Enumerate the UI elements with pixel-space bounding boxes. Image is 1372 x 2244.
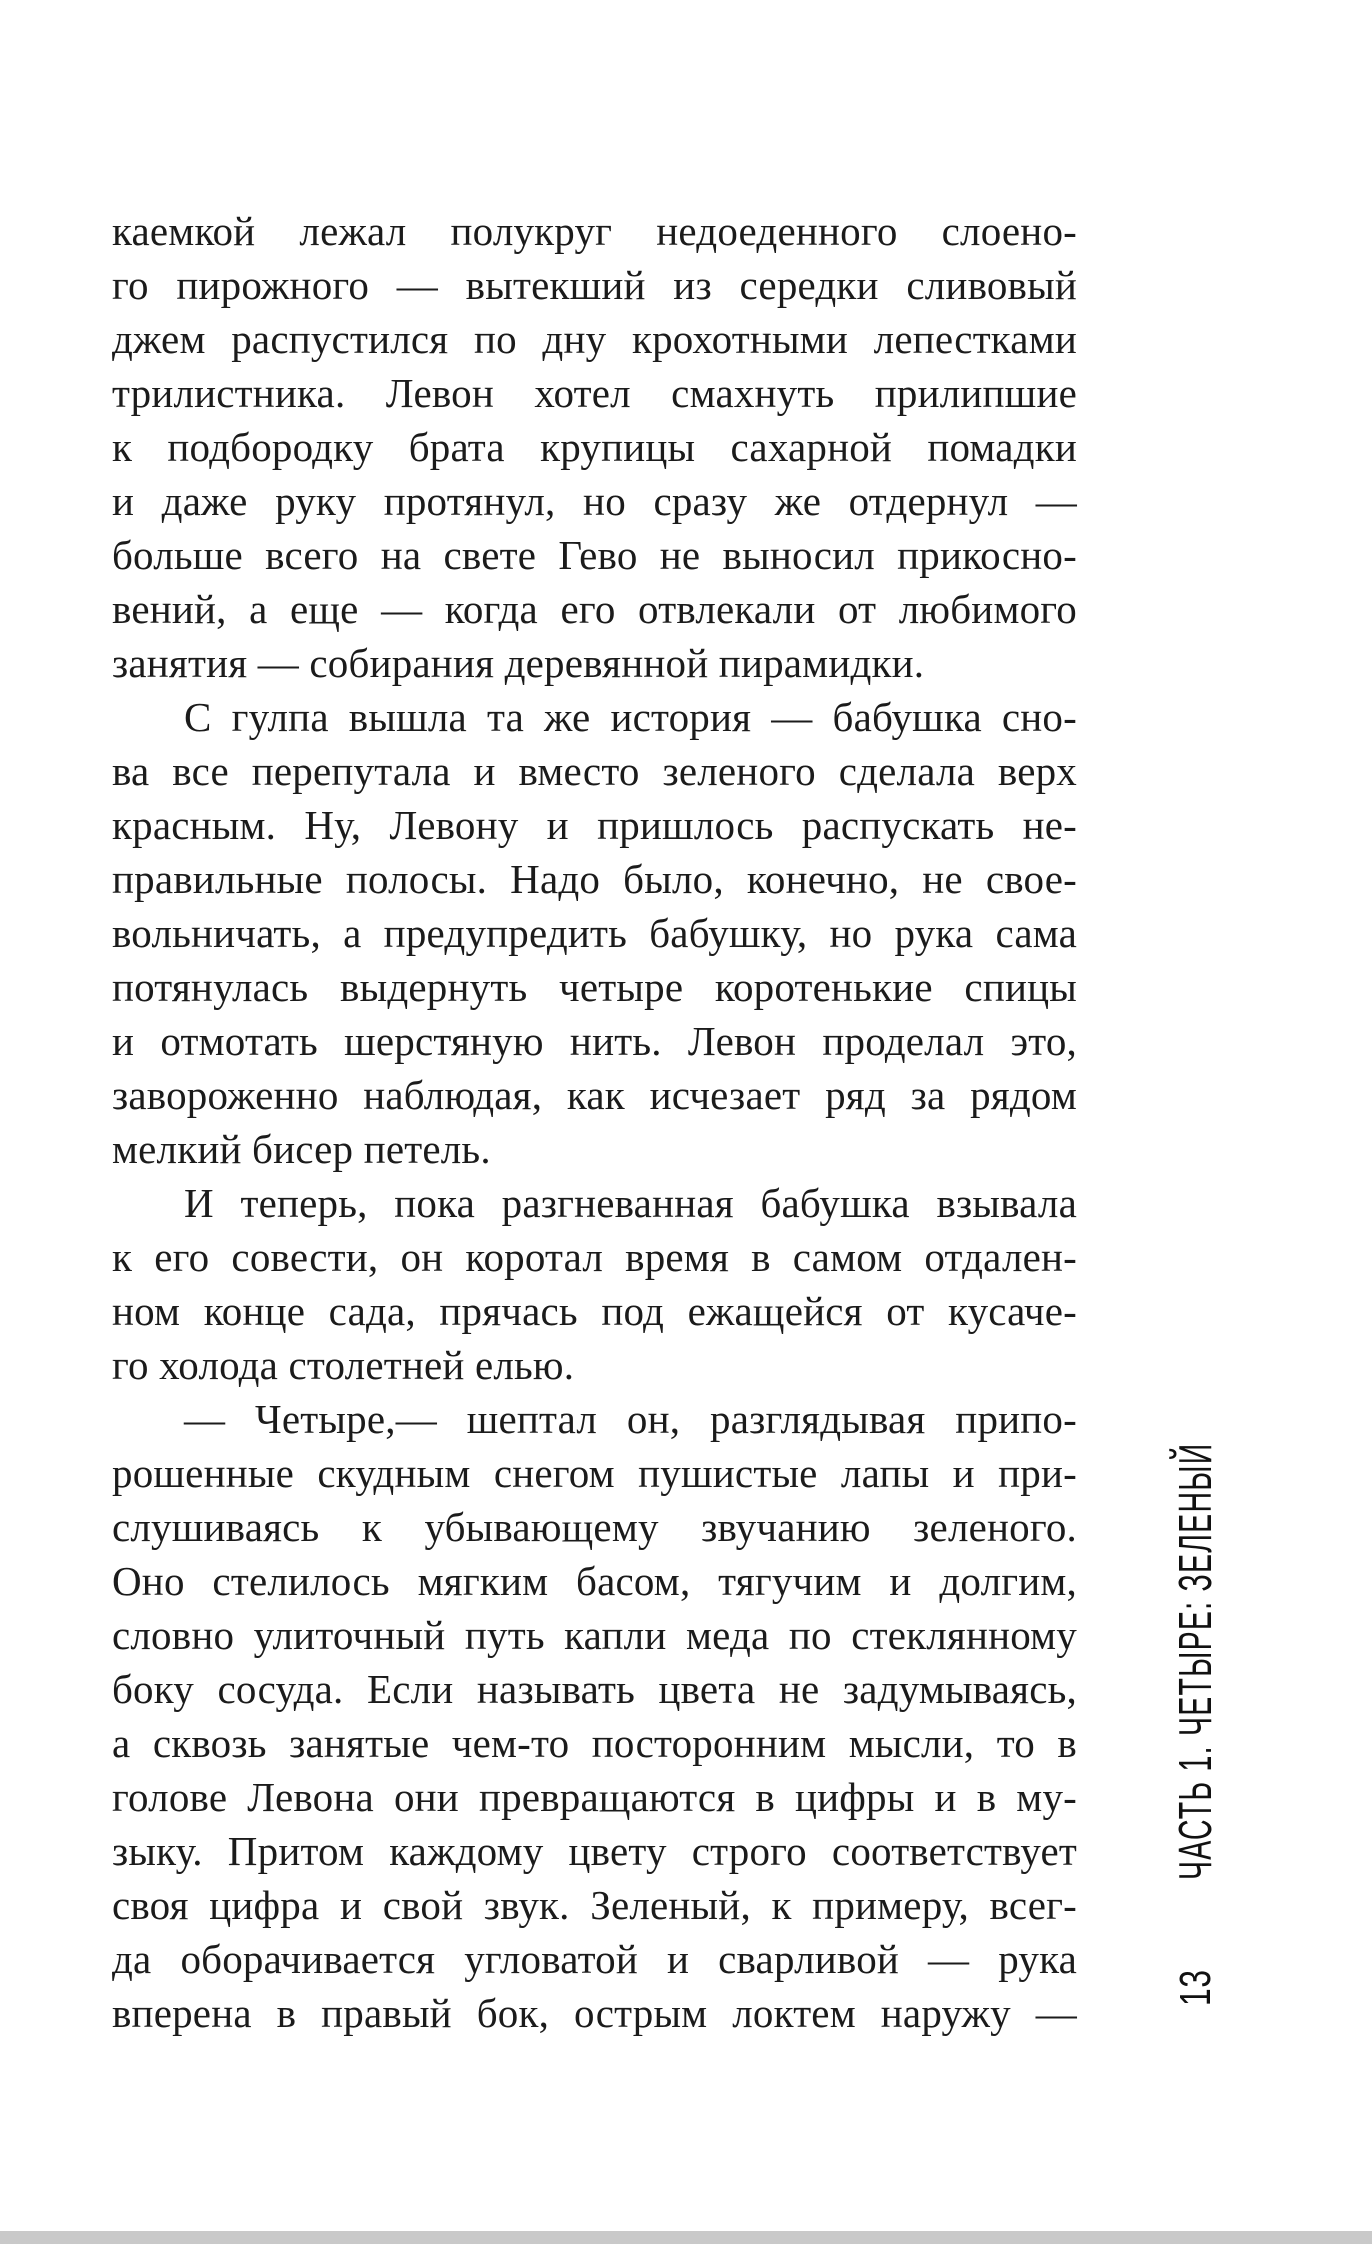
chapter-sidebar-label <box>1169 1442 1221 1880</box>
text-line: больше всего на свете Гево не выносил прикосно- <box>112 532 1077 578</box>
text-line: рошенные скудным снегом пушистые лапы и при- <box>112 1450 1077 1496</box>
text-line: го пирожного — вытекший из середки сливовый <box>112 262 1077 308</box>
text-line: правильные полосы. Надо было, конечно, не свое- <box>112 856 1077 902</box>
text-line: слушиваясь к убывающему звучанию зеленого. <box>112 1504 1077 1550</box>
text-line: и отмотать шерстяную нить. Левон проделал это, <box>112 1018 1077 1064</box>
text-line: вений, а еще — когда его отвлекали от любимого <box>112 586 1077 632</box>
text-line: джем распустился по дну крохотными лепестками <box>112 316 1077 362</box>
text-line: да оборачивается угловатой и сварливой — рука <box>112 1936 1077 1982</box>
text-line: боку сосуда. Если называть цвета не задумываясь, <box>112 1666 1077 1712</box>
text-line: а сквозь занятые чем-то посторонним мысли, то в <box>112 1720 1077 1766</box>
text-line: своя цифра и свой звук. Зеленый, к примеру, всег- <box>112 1882 1077 1928</box>
page-text <box>112 204 1077 2040</box>
text-line: вперена в правый бок, острым локтем наружу — <box>112 1990 1077 2036</box>
text-line: го холода столетней елью. <box>112 1342 575 1388</box>
text-line: словно улиточный путь капли меда по стеклянному <box>112 1612 1077 1658</box>
text-line: С гулпа вышла та же история — бабушка сно- <box>184 694 1077 740</box>
text-line: мелкий бисер петель. <box>112 1126 491 1172</box>
text-line: и даже руку протянул, но сразу же отдернул — <box>112 478 1077 524</box>
text-line: зыку. Притом каждому цвету строго соответствует <box>112 1828 1077 1874</box>
text-line: И теперь, пока разгневанная бабушка взывала <box>184 1180 1077 1226</box>
text-line: ва все перепутала и вместо зеленого сделала верх <box>112 748 1077 794</box>
text-line: вольничать, а предупредить бабушку, но рука сама <box>112 910 1077 956</box>
text-line: занятия — собирания деревянной пирамидки. <box>112 640 925 686</box>
text-line: красным. Ну, Левону и пришлось распускать не- <box>112 802 1077 848</box>
text-line: голове Левона они превращаются в цифры и в му- <box>112 1774 1077 1820</box>
page-number <box>1171 1926 1220 2006</box>
page-number-text: 13 <box>1171 1969 1220 2006</box>
text-line: к подбородку брата крупицы сахарной помадки <box>112 424 1077 470</box>
bottom-bar <box>0 2231 1372 2244</box>
chapter-sidebar-label-text: ЧАСТЬ 1. ЧЕТЫРЕ: ЗЕЛЕНЫЙ <box>1169 1442 1221 1880</box>
text-line: — Четыре,— шептал он, разглядывая припо- <box>184 1396 1077 1442</box>
text-line: завороженно наблюдая, как исчезает ряд за рядом <box>112 1072 1077 1118</box>
text-line: трилистника. Левон хотел смахнуть прилипшие <box>112 370 1077 416</box>
text-line: потянулась выдернуть четыре коротенькие спицы <box>112 964 1077 1010</box>
text-line: каемкой лежал полукруг недоеденного слоено- <box>112 208 1077 254</box>
text-line: Оно стелилось мягким басом, тягучим и долгим, <box>112 1558 1077 1604</box>
text-line: ном конце сада, прячась под ежащейся от кусаче- <box>112 1288 1077 1334</box>
text-line: к его совести, он коротал время в самом отдален- <box>112 1234 1077 1280</box>
